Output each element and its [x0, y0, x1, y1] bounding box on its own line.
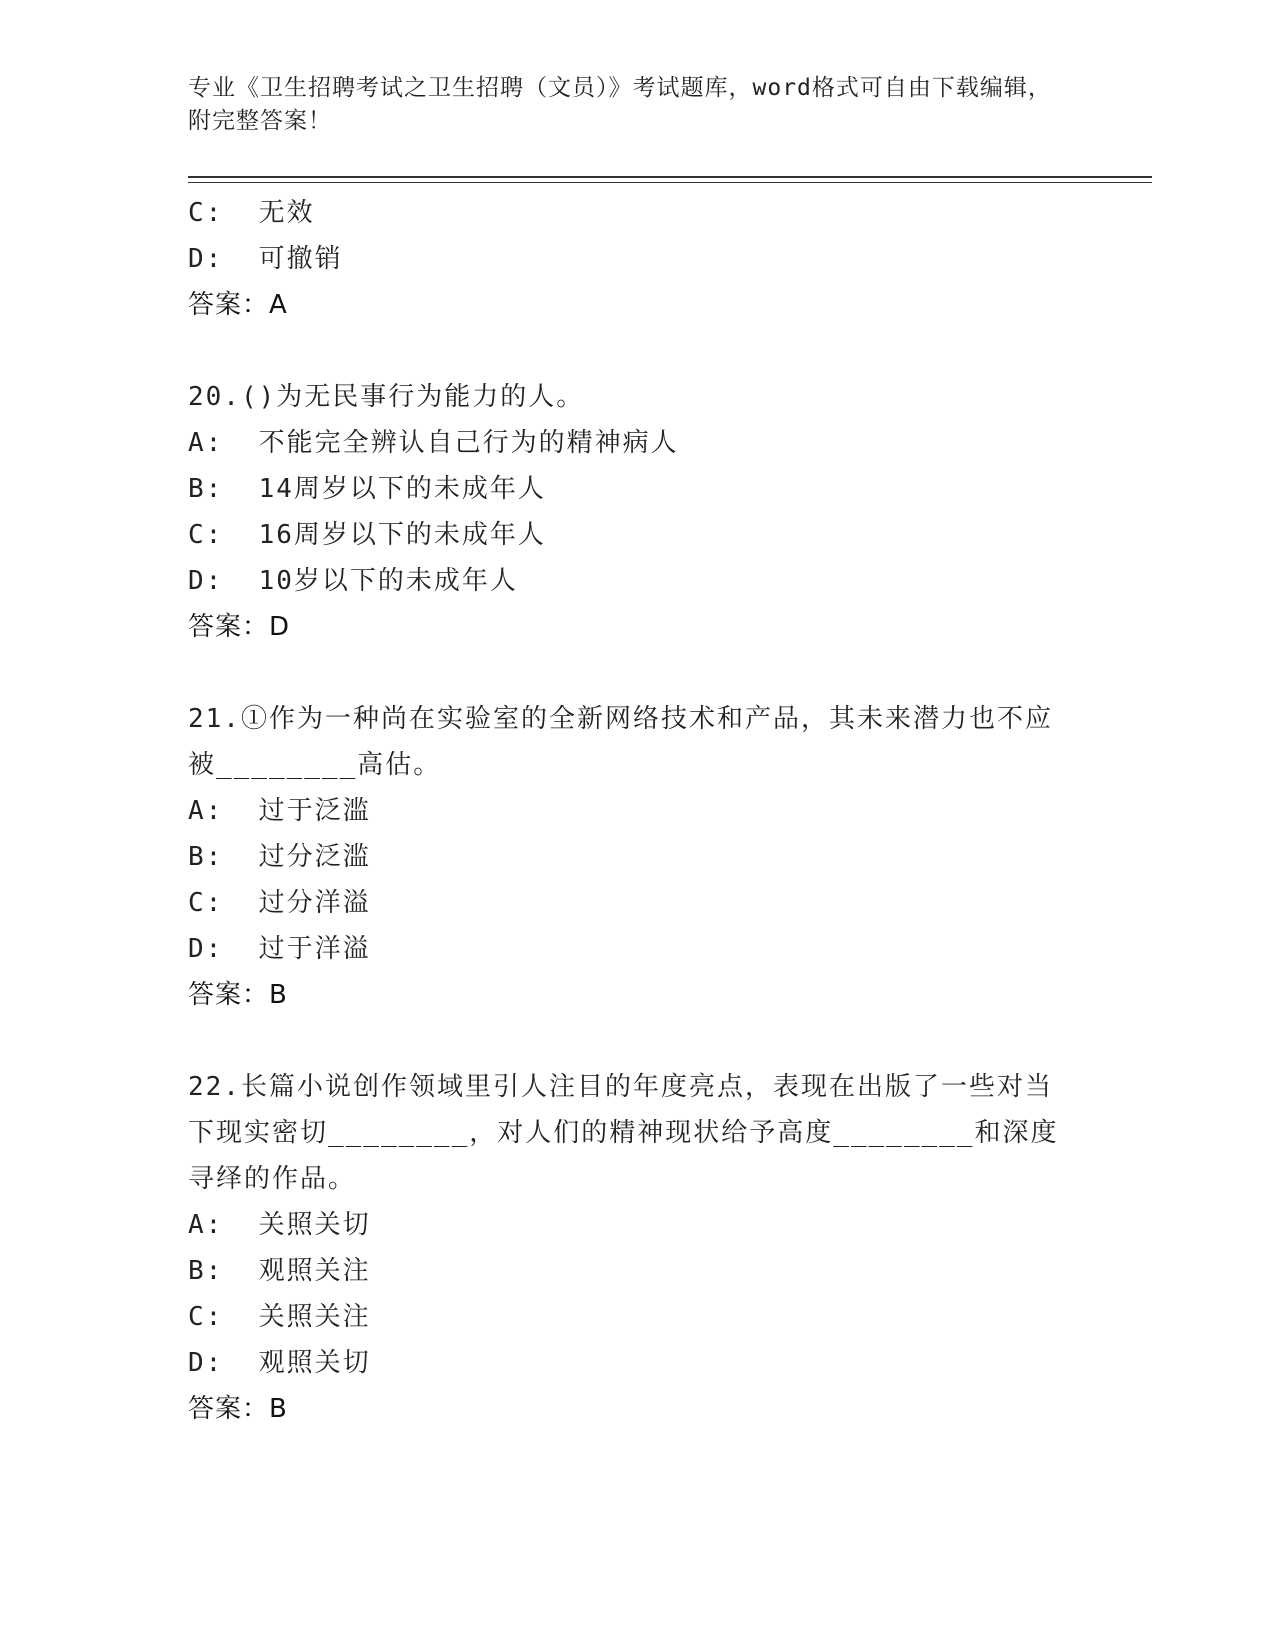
answer-line: 答案：D: [188, 612, 291, 642]
question-stem: 20.()为无民事行为能力的人。: [188, 382, 585, 412]
option-a: A: 关照关切: [188, 1210, 371, 1240]
spacer: [188, 1018, 1088, 1064]
option-b: B: 过分泛滥: [188, 842, 371, 872]
question-block: [188, 374, 1088, 650]
question-block-continued: [188, 190, 1088, 328]
option-c: C: 无效: [188, 198, 315, 228]
answer-line: 答案：A: [188, 290, 288, 320]
option-c: C: 过分洋溢: [188, 888, 371, 918]
question-block: [188, 696, 1088, 1018]
option-c: C: 16周岁以下的未成年人: [188, 520, 546, 550]
option-b: B: 观照关注: [188, 1256, 371, 1286]
header-divider-thick: [188, 176, 1152, 178]
option-d: D: 可撤销: [188, 244, 343, 274]
option-b: B: 14周岁以下的未成年人: [188, 474, 546, 504]
question-list: [188, 190, 1088, 1432]
spacer: [188, 650, 1088, 696]
answer-line: 答案：B: [188, 980, 288, 1010]
spacer: [188, 328, 1088, 374]
option-d: D: 过于洋溢: [188, 934, 371, 964]
option-a: A: 过于泛滥: [188, 796, 371, 826]
answer-line: 答案：B: [188, 1394, 288, 1424]
question-stem: 21.①作为一种尚在实验室的全新网络技术和产品，其未来潜力也不应被________高估。: [188, 704, 1053, 780]
option-a: A: 不能完全辨认自己行为的精神病人: [188, 428, 679, 458]
question-stem: 22.长篇小说创作领域里引人注目的年度亮点，表现在出版了一些对当下现实密切________，对人们的精神现状给予高度________和深度寻绎的作品。: [188, 1072, 1059, 1194]
option-d: D: 观照关切: [188, 1348, 371, 1378]
document-header: 专业《卫生招聘考试之卫生招聘（文员）》考试题库，word格式可自由下载编辑，附完整答案！: [188, 75, 1052, 134]
header-divider-thin: [188, 182, 1152, 183]
option-d: D: 10岁以下的未成年人: [188, 566, 518, 596]
question-block: [188, 1064, 1088, 1432]
option-c: C: 关照关注: [188, 1302, 371, 1332]
